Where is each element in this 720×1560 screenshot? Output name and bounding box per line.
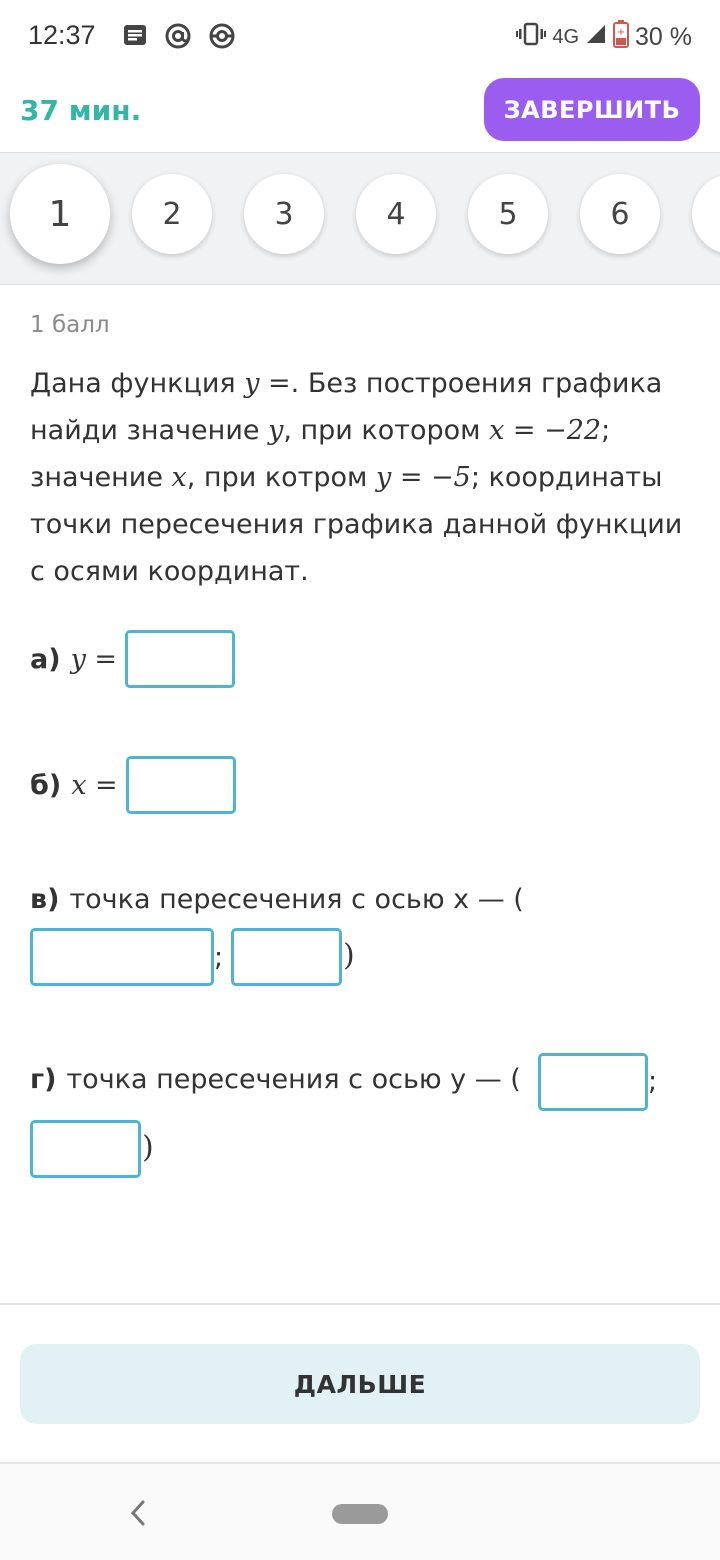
answer-v-row [30, 884, 524, 915]
question-1-button[interactable]: 1 [10, 164, 110, 264]
task-math: y = −5 [376, 462, 471, 493]
answer-v-separator: ; [214, 942, 224, 973]
system-navigation-bar [0, 1462, 720, 1560]
back-icon[interactable] [128, 1498, 148, 1532]
task-text-part: , при котром [186, 462, 377, 493]
answer-v-y-input[interactable] [231, 928, 342, 986]
network-type: 4G [552, 26, 580, 48]
question-6-button[interactable]: 6 [580, 174, 660, 254]
status-bar [0, 0, 720, 72]
answer-a-input[interactable] [125, 630, 235, 688]
task-math: y [268, 415, 284, 446]
vibrate-icon [516, 22, 546, 53]
next-button[interactable]: ДАЛЬШЕ [20, 1344, 700, 1424]
answer-g-y-input[interactable] [30, 1120, 141, 1178]
task-text-part: , при котором [283, 415, 490, 446]
answer-v-x-input[interactable] [30, 928, 214, 986]
answer-a-math: y = [70, 643, 118, 675]
status-time: 12:37 [28, 20, 96, 50]
battery-percent: 30 % [635, 23, 692, 51]
question-2-button[interactable]: 2 [132, 174, 212, 254]
answer-g-text: точка пересечения с осью у — ( [66, 1064, 521, 1095]
question-next-partial[interactable] [692, 174, 720, 254]
svg-text:+: + [616, 27, 626, 38]
answer-a-label: а) [30, 643, 61, 675]
home-handle-icon[interactable] [332, 1504, 388, 1524]
signal-icon [585, 23, 607, 52]
answer-g-row [30, 1064, 521, 1095]
task-text-part: Дана функция [30, 368, 245, 399]
answer-g-x-input[interactable] [538, 1053, 648, 1111]
task-text-part: ; значение [30, 415, 611, 493]
task-math: y = [244, 368, 291, 399]
answer-v-label: в) [30, 884, 60, 915]
notes-icon [122, 22, 148, 52]
answer-g-separator: ; [648, 1066, 658, 1097]
status-right [516, 20, 692, 55]
question-4-button[interactable]: 4 [356, 174, 436, 254]
task-statement [30, 360, 700, 595]
question-navigator [0, 152, 720, 285]
answer-v-text: точка пересечения с осью х — ( [69, 884, 524, 915]
answer-b-row [30, 756, 236, 814]
answer-b-math: x = [71, 769, 118, 801]
answer-b-label: б) [30, 769, 62, 801]
finish-button[interactable]: ЗАВЕРШИТЬ [484, 78, 700, 141]
battery-icon [613, 20, 629, 55]
question-3-button[interactable]: 3 [244, 174, 324, 254]
footer-divider [0, 1303, 720, 1305]
timer: 37 мин. [20, 94, 142, 127]
question-5-button[interactable]: 5 [468, 174, 548, 254]
answer-g-label: г) [30, 1064, 57, 1095]
task-text-part: ; координаты точки пересечения графика данной функции с осями координат. [30, 462, 683, 587]
task-math: x [171, 462, 187, 493]
sync-icon [208, 22, 236, 54]
test-header [0, 72, 720, 152]
at-sign-icon [164, 22, 192, 54]
answer-g-close-paren: ) [142, 1130, 154, 1165]
answer-v-close-paren: ) [343, 938, 355, 973]
task-math: x = −22 [489, 415, 602, 446]
task-text-part: . Без построения графика найди значение [30, 368, 663, 446]
answer-b-input[interactable] [126, 756, 236, 814]
points-label: 1 балл [30, 312, 110, 338]
answer-a-row [30, 630, 235, 688]
